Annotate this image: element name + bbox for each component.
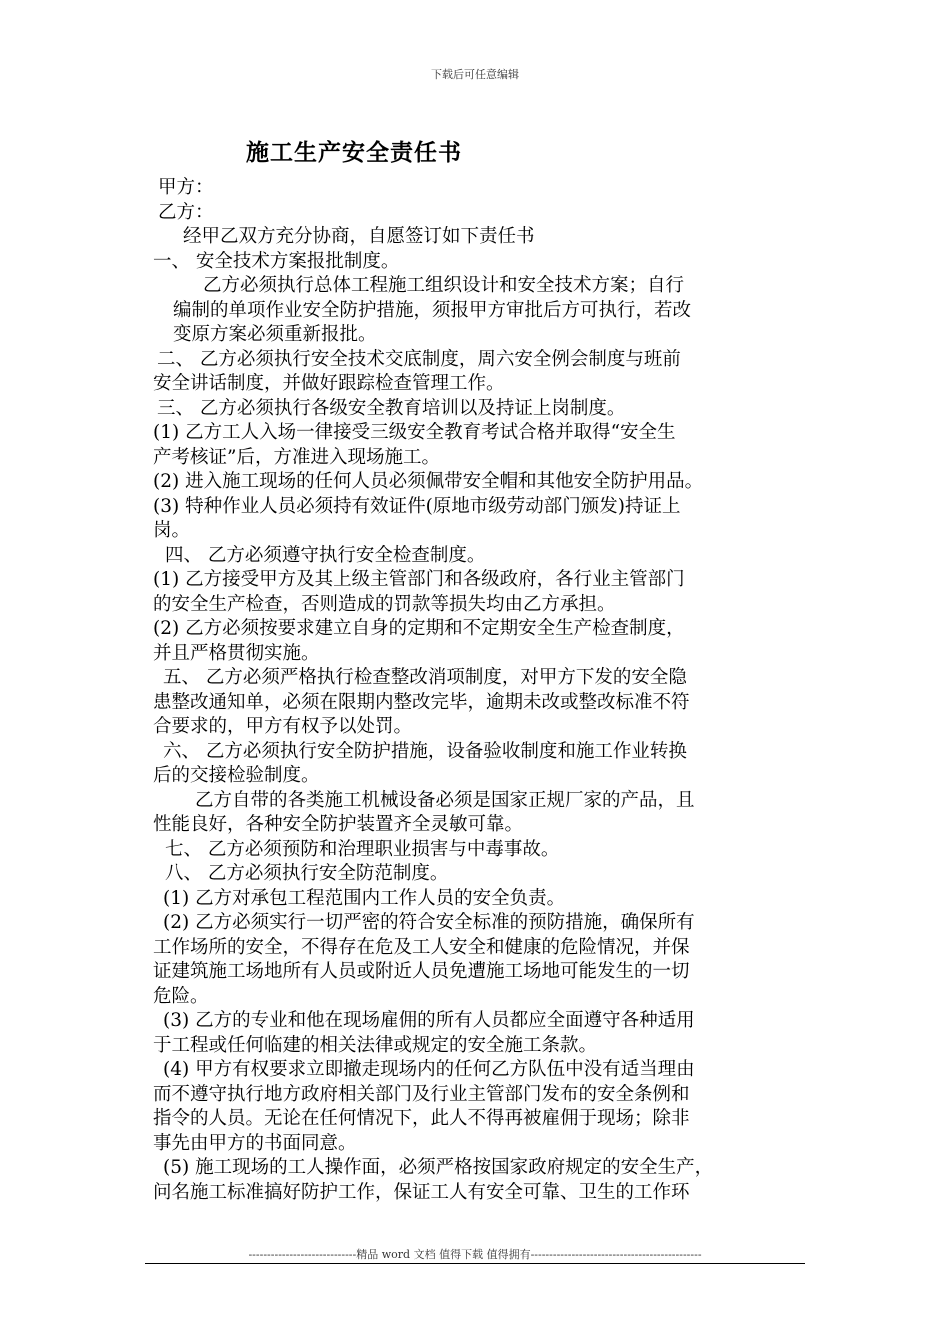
document-title: 施工生产安全责任书: [246, 139, 462, 166]
body-line: 后的交接检验制度。: [153, 765, 320, 786]
body-line: 二、 乙方必须执行安全技术交底制度，周六安全例会制度与班前: [157, 348, 681, 370]
body-line: (2) 乙方必须按要求建立自身的定期和不定期安全生产检查制度，: [153, 618, 685, 639]
body-line: 而不遵守执行地方政府相关部门及行业主管部门发布的安全条例和: [153, 1083, 690, 1105]
body-line: 的安全生产检查，否则造成的罚款等损失均由乙方承担。: [153, 593, 616, 615]
body-line: 岗。: [153, 520, 191, 541]
body-line: (2) 乙方必须实行一切严密的符合安全标准的预防措施，确保所有: [163, 912, 695, 933]
body-line: 变原方案必须重新报批。: [173, 324, 377, 345]
body-line: 问名施工标准搞好防护工作，保证工人有安全可靠、卫生的工作环: [153, 1181, 690, 1203]
page-header: 下载后可任意编辑: [431, 68, 519, 81]
body-line: (1) 乙方对承包工程范围内工作人员的安全负责。: [163, 887, 566, 909]
body-line: 患整改通知单，必须在限期内整改完毕，逾期未改或整改标准不符: [153, 691, 690, 713]
body-line: 乙方必须执行总体工程施工组织设计和安全技术方案；自行: [203, 275, 685, 296]
body-line: (3) 特种作业人员必须持有效证件(原地市级劳动部门颁发)持证上: [153, 495, 681, 517]
body-line: 三、 乙方必须执行各级安全教育培训以及持证上岗制度。: [157, 397, 626, 419]
body-line: 危险。: [153, 985, 209, 1007]
body-line: 并且严格贯彻实施。: [153, 642, 320, 664]
body-line: 合要求的，甲方有权予以处罚。: [153, 716, 413, 737]
body-line: 八、 乙方必须执行安全防范制度。: [165, 863, 449, 884]
body-line: 性能良好，各种安全防护装置齐全灵敏可靠。: [153, 814, 524, 835]
body-line: 指令的人员。无论在任何情况下，此人不得再被雇佣于现场；除非: [153, 1108, 690, 1129]
page-footer: -----------------------------精品 word 文档 值得下载 值得拥有----------------------------------------------: [248, 1248, 702, 1261]
footer-rule: [145, 1263, 805, 1264]
body-line: 七、 乙方必须预防和治理职业损害与中毒事故。: [165, 838, 560, 860]
body-line: (3) 乙方的专业和他在现场雇佣的所有人员都应全面遵守各种适用: [163, 1010, 695, 1031]
body-line: 于工程或任何临建的相关法律或规定的安全施工条款。: [153, 1034, 598, 1056]
body-line: 甲方：: [158, 177, 214, 198]
body-line: (4) 甲方有权要求立即撤走现场内的任何乙方队伍中没有适当理由: [163, 1059, 695, 1080]
body-line: (1) 乙方接受甲方及其上级主管部门和各级政府，各行业主管部门: [153, 569, 685, 590]
body-line: 产考核证”后，方准进入现场施工。: [153, 446, 440, 468]
body-line: (2) 进入施工现场的任何人员必须佩带安全帽和其他安全防护用品。: [153, 471, 704, 492]
body-line: 一、 安全技术方案报批制度。: [153, 250, 400, 272]
body-line: (1) 乙方工人入场一律接受三级安全教育考试合格并取得“安全生: [153, 422, 676, 443]
body-line: 四、 乙方必须遵守执行安全检查制度。: [165, 544, 486, 566]
body-line: 事先由甲方的书面同意。: [153, 1132, 357, 1154]
body-line: 证建筑施工场地所有人员或附近人员免遭施工场地可能发生的一切: [153, 961, 690, 982]
body-line: 五、 乙方必须严格执行检查整改消项制度，对甲方下发的安全隐: [163, 667, 687, 688]
document-body: [153, 176, 813, 1205]
body-line: 六、 乙方必须执行安全防护措施，设备验收制度和施工作业转换: [163, 740, 687, 762]
body-line: (5) 施工现场的工人操作面，必须严格按国家政府规定的安全生产，: [163, 1157, 714, 1178]
body-line: 工作场所的安全，不得存在危及工人安全和健康的危险情况，并保: [153, 936, 690, 958]
body-line: 乙方自带的各类施工机械设备必须是国家正规厂家的产品，且: [195, 789, 695, 811]
body-line: 经甲乙双方充分协商，自愿签订如下责任书: [183, 226, 535, 247]
body-line: 乙方：: [158, 201, 214, 223]
body-line: 编制的单项作业安全防护措施，须报甲方审批后方可执行，若改: [173, 299, 692, 321]
body-line: 安全讲话制度，并做好跟踪检查管理工作。: [153, 373, 505, 394]
